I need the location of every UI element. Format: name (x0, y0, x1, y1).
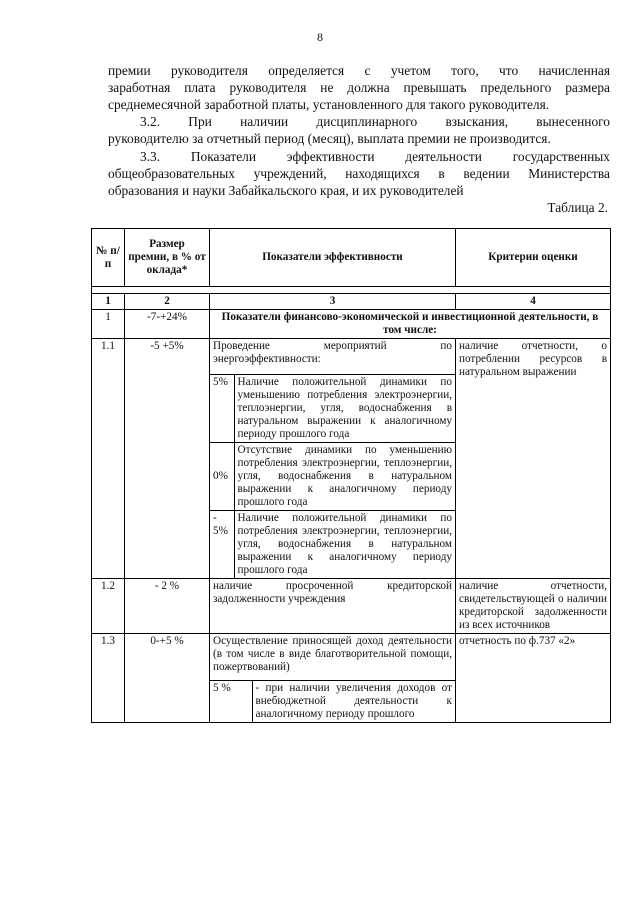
section-heading: Показатели финансово-экономической и инвестиционной деятельности, в том числе: (210, 310, 611, 339)
paragraph-line: премии руководителя определяется с учетом того, что начисленная (108, 63, 610, 78)
row-number: 1.3 (92, 634, 125, 723)
paragraph-line: 3.3. Показатели эффективности деятельности государственных (140, 149, 610, 164)
indicator-text: Проведение мероприятий по энергоэффективности: (213, 340, 452, 365)
paragraph-line: образования и науки Забайкальского края, и их руководителей (108, 183, 464, 198)
sub-percent: 0% (210, 443, 234, 511)
row-number: 1.1 (92, 339, 125, 579)
header-number: № п/п (92, 229, 125, 287)
row-bonus-size: 0-+5 % (125, 634, 210, 723)
paragraph-line: 3.2. При наличии дисциплинарного взыскания, вынесенного (140, 114, 610, 129)
header-criteria: Критерии оценки (456, 229, 611, 287)
column-number-cell: 2 (125, 294, 210, 310)
column-number-cell: 1 (92, 294, 125, 310)
table-caption: Таблица 2. (547, 200, 608, 215)
column-number-cell: 3 (210, 294, 456, 310)
header-indicators: Показатели эффективности (210, 229, 456, 287)
sub-indicator-text: - при наличии увеличения доходов от внебюджетной деятельности к аналогичному периоду прошлого (252, 681, 455, 723)
sub-indicator-text: Отсутствие динамики по уменьшению потребления электроэнергии, теплоэнергии, угля, водоснабжения в натуральном выражении к аналогичному периоду прошлого года (234, 443, 455, 511)
sub-percent: - 5% (210, 511, 234, 579)
indicator-cell: наличие просроченной кредиторской задолженности учреждения (210, 579, 456, 634)
sub-indicator-text: Наличие положительной динамики по уменьшению потребления электроэнергии, теплоэнергии, угля, водоснабжения в натуральном выражении к аналогичному периоду прошлого года (234, 375, 455, 443)
row-bonus-size: -7-+24% (125, 310, 210, 339)
indicator-cell (210, 339, 456, 579)
row-number: 1 (92, 310, 125, 339)
paragraph-line: заработная плата руководителя не должна превышать предельного размера (108, 80, 610, 95)
page-number: 8 (317, 30, 323, 44)
sub-percent: 5 % (210, 681, 252, 723)
paragraph-line: среднемесячной заработной платы, установленного для такого руководителя. (108, 97, 550, 112)
header-bonus-size: Размер премии, в % от оклада* (125, 229, 210, 287)
indicators-table (91, 228, 611, 723)
criteria-cell: отчетность по ф.737 «2» (456, 634, 611, 723)
indicator-cell (210, 634, 456, 723)
sub-percent: 5% (210, 375, 234, 443)
row-bonus-size: -5 +5% (125, 339, 210, 579)
row-number: 1.2 (92, 579, 125, 634)
paragraph-line: руководителю за отчетный период (месяц), выплата премии не производится. (108, 131, 551, 146)
indicator-text: Осуществление приносящей доход деятельности (в том числе в виде благотворительной помощи, пожертвований) (213, 635, 452, 673)
criteria-cell: наличие отчетности, свидетельствующей о наличии кредиторской задолженности из всех источников (456, 579, 611, 634)
column-number-cell: 4 (456, 294, 611, 310)
row-bonus-size: - 2 % (125, 579, 210, 634)
paragraph-line: общеобразовательных учреждений, находящихся в ведении Министерства (108, 166, 610, 181)
criteria-cell: наличие отчетности, о потреблении ресурсов в натуральном выражении (456, 339, 611, 579)
sub-indicator-text: Наличие положительной динамики по потребления электроэнергии, теплоэнергии, угля, водоснабжения в натуральном выражении к аналогичному периоду прошлого года (234, 511, 455, 579)
